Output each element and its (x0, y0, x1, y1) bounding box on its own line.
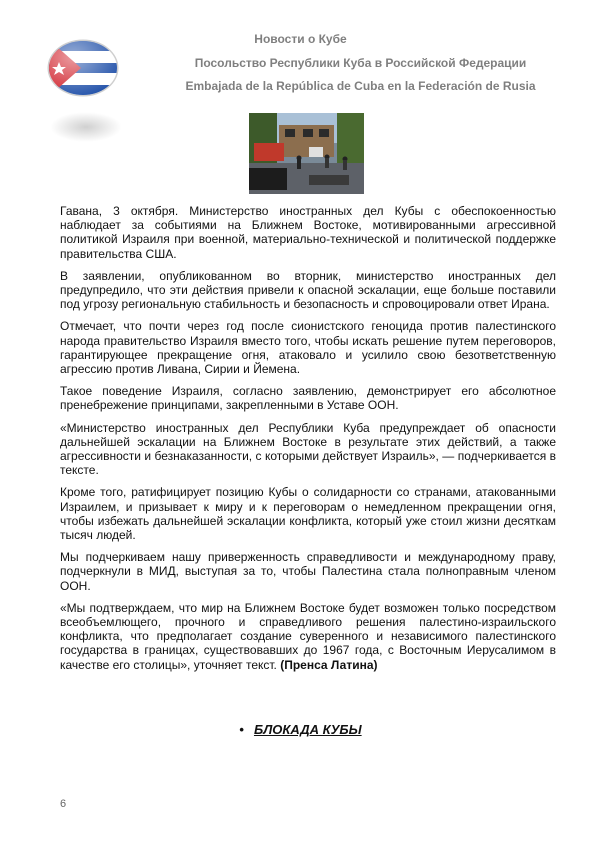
header-embassy-ru: Посольство Республики Куба в Российской Федерации (194, 56, 527, 70)
header-title: Новости о Кубе (254, 32, 347, 46)
section-title: БЛОКАДА КУБЫ (253, 722, 362, 737)
article-paragraph: Такое поведение Израиля, согласно заявлению, демонстрирует его абсолютное пренебрежение принципами, закрепленными в Уставе ООН. (60, 384, 556, 413)
bullet-icon: • (239, 722, 244, 737)
logo-reflection (50, 112, 122, 142)
article-paragraph: «Министерство иностранных дел Республики Куба предупреждает об опасности дальнейшей эскалации на Ближнем Востоке в результате этих действий, а также агрессивности и безнаказанности, с которыми действует Израиль», — подчеркивается в тексте. (60, 420, 556, 478)
article-paragraph: В заявлении, опубликованном во вторник, министерство иностранных дел предупредило, что эти действия привели к опасной эскалации, еще больше поставили под угрозу региональную стабильность и безопасность и спровоцировали ответ Ирана. (60, 268, 556, 312)
article-paragraph: Мы подчеркиваем нашу приверженность справедливости и международному праву, подчеркнули в МИД, выступая за то, чтобы Палестина стала полноправным членом ООН. (60, 550, 556, 593)
article-paragraph-text: «Мы подтверждаем, что мир на Ближнем Востоке будет возможен только посредством всеобъемлющего, прочного и справедливого решения палестино-израильского конфликта, что предполагает создание суверенного и независимого палестинского государства в границах, существовавших до 1967 года, с Восточным Иерусалимом в качестве его столицы», уточняет текст. (60, 600, 556, 672)
section-heading (0, 722, 601, 737)
cuba-flag-logo (47, 38, 119, 98)
article-paragraph: Отмечает, что почти через год после сионистского геноцида против палестинского народа правительство Израиля вместо того, чтобы искать решение путем переговоров, гарантирующее прекращение огня, атаковало и усилило свою безответственную агрессию против Ливана, Сирии и Йемена. (60, 319, 556, 377)
article-paragraph: Гавана, 3 октября. Министерство иностранных дел Кубы с обеспокоенностью наблюдает за событиями на Ближнем Востоке, мотивированными агрессивной политикой Израиля при военной, материально-технической и политической поддержке правительства США. (60, 204, 556, 261)
page-number: 6 (60, 798, 67, 810)
header-embassy-es: Embajada de la República de Cuba en la Federación de Rusia (185, 79, 536, 93)
article-paragraph-last (60, 601, 556, 672)
news-photo (249, 113, 364, 194)
article-source: (Пренса Латина) (280, 657, 378, 672)
article-body (60, 204, 556, 680)
article-paragraph: Кроме того, ратифицирует позицию Кубы о солидарности со странами, атакованными Израилем, и призывает к миру и к переговорам о немедленном прекращении огня, чтобы избежать дальнейшей эскалации конфликта, который уже стоил жизни десяткам тысяч людей. (60, 485, 556, 543)
